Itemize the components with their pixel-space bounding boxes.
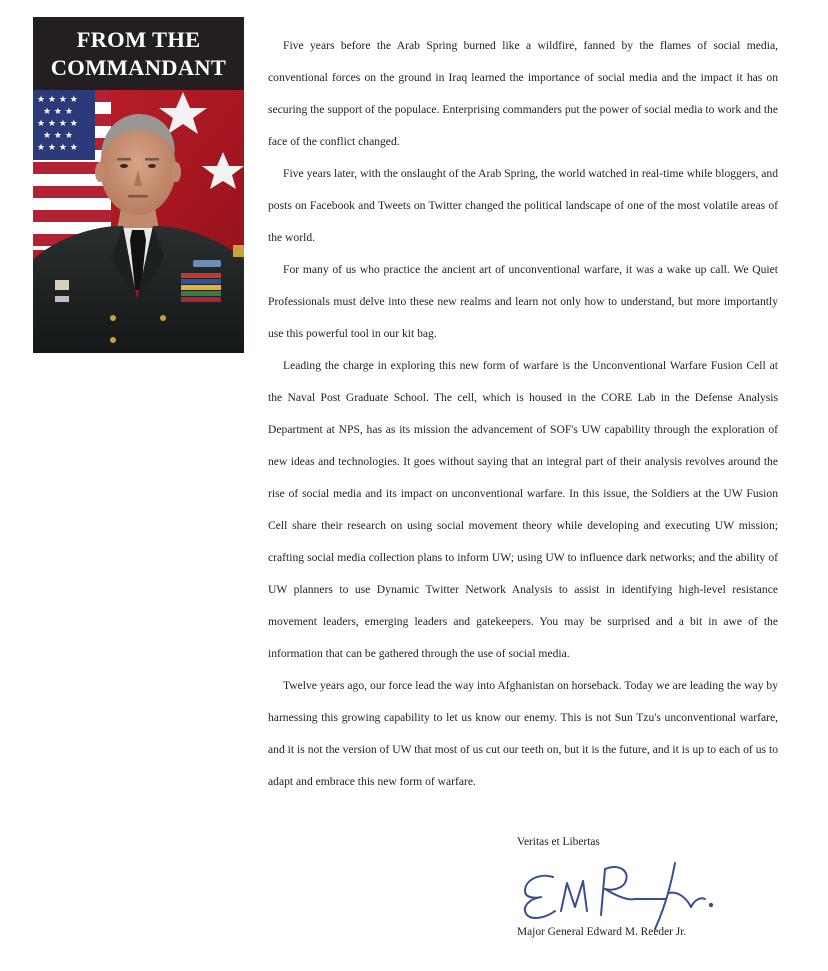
- commandant-letter: [268, 30, 778, 798]
- letter-paragraph-3: For many of us who practice the ancient art of unconventional warfare, it was a wake up call. We Quiet Professionals must delve into these new realms and learn not only how to understand, but more importantly use this powerful tool in our kit bag.: [268, 263, 778, 340]
- svg-text:★ ★ ★ ★: ★ ★ ★ ★: [37, 95, 78, 105]
- banner-title-line2: COMMANDANT: [50, 55, 227, 80]
- svg-text:★ ★ ★: ★ ★ ★: [43, 131, 73, 141]
- letter-paragraph-1: Five years before the Arab Spring burned like a wildfire, fanned by the flames of social media, conventional forces on the ground in Iraq learned the importance of social media and the impact it has on securing the support of the populace. Enterprising commanders put the power of social media to work and the face of the conflict changed.: [268, 39, 778, 148]
- letter-paragraph-5: Twelve years ago, our force lead the way into Afghanistan on horseback. Today we are leading the way by harnessing this growing capability to let us know our enemy. This is not Sun Tzu's unconventional warfare, and it is not the version of UW that most of us cut our teeth on, but it is the future, and it is up to each of us to adapt and embrace this new form of warfare.: [268, 679, 778, 788]
- svg-text:★ ★ ★ ★: ★ ★ ★ ★: [37, 143, 78, 153]
- commandant-portrait: [33, 90, 244, 353]
- banner-title-line1: FROM THE: [76, 27, 201, 52]
- svg-text:★ ★ ★ ★: ★ ★ ★ ★: [37, 119, 78, 129]
- signer-name: Major General Edward M. Reeder Jr.: [517, 926, 687, 938]
- svg-text:★ ★ ★: ★ ★ ★: [43, 107, 73, 117]
- section-banner: [33, 17, 244, 90]
- letter-paragraph-4: Leading the charge in exploring this new form of warfare is the Unconventional Warfare Fusion Cell at the Naval Post Graduate School. The cell, which is housed in the CORE Lab in the Defense Analysis Department at NPS, has as its mission the advancement of SOF's UW capability through the exploration of new ideas and technologies. It goes without saying that an integral part of their analysis revolves around the rise of social media and its impact on unconventional warfare. In this issue, the Soldiers at the UW Fusion Cell share their research on using social movement theory while developing and executing UW mission; crafting social media collection plans to inform UW; using UW to influence dark networks; and the ability of UW planners to use Dynamic Twitter Network Analysis to assist in identifying high-level resistance movement leaders, emerging leaders and gatekeepers. You may be surprised and a bit in awe of the information that can be gathered through the use of social media.: [268, 359, 778, 660]
- commandant-sidebar: [33, 17, 244, 353]
- closing-motto: Veritas et Libertas: [517, 836, 600, 848]
- letter-paragraph-2: Five years later, with the onslaught of the Arab Spring, the world watched in real-time while bloggers, and posts on Facebook and Tweets on Twitter changed the political landscape of one of the most volatile areas of the world.: [268, 167, 778, 244]
- handwritten-signature: [515, 855, 715, 935]
